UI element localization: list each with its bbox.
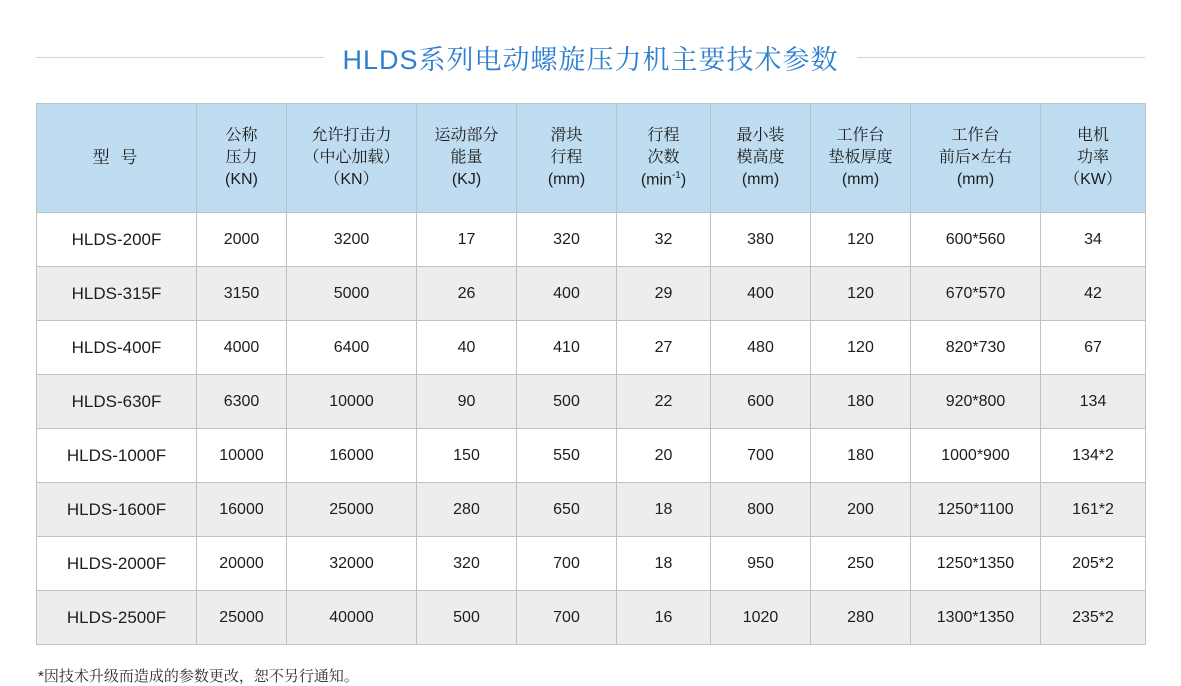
table-cell: 6400 <box>287 321 417 375</box>
header-line: 模高度 <box>736 148 785 166</box>
header-line: 运动部分 <box>434 126 499 144</box>
header-line: 滑块 <box>550 126 583 144</box>
column-header-table-size <box>911 104 1041 213</box>
table-cell: 120 <box>811 213 911 267</box>
header-line: (mm) <box>956 171 995 189</box>
table-cell: 480 <box>711 321 811 375</box>
table-cell: 16 <box>617 591 711 645</box>
header-line: $(\min^{-1})$ <box>640 169 687 189</box>
table-row <box>37 213 1146 267</box>
table-cell: 120 <box>811 321 911 375</box>
header-line: 能量 <box>450 148 483 166</box>
table-cell: 134 <box>1041 375 1146 429</box>
table-row <box>37 321 1146 375</box>
table-cell: 42 <box>1041 267 1146 321</box>
header-line: 垫板厚度 <box>828 148 893 166</box>
spec-table-wrap <box>36 103 1145 645</box>
table-cell: 1000*900 <box>911 429 1041 483</box>
header-line: 功率 <box>1076 148 1109 166</box>
table-row <box>37 591 1146 645</box>
table-cell: 34 <box>1041 213 1146 267</box>
table-cell: 18 <box>617 537 711 591</box>
table-cell: 2000 <box>197 213 287 267</box>
table-cell: 32000 <box>287 537 417 591</box>
column-header-slider-stroke <box>517 104 617 213</box>
table-cell: 920*800 <box>911 375 1041 429</box>
table-cell: 10000 <box>287 375 417 429</box>
table-cell: 29 <box>617 267 711 321</box>
header-line: (KN) <box>225 171 258 189</box>
table-cell: 820*730 <box>911 321 1041 375</box>
header-line: (mm) <box>841 171 880 189</box>
cell-model: HLDS-315F <box>37 267 197 321</box>
table-cell: 250 <box>811 537 911 591</box>
table-cell: 800 <box>711 483 811 537</box>
header-line: (mm) <box>741 171 780 189</box>
column-header-motor-power <box>1041 104 1146 213</box>
table-cell: 20 <box>617 429 711 483</box>
table-cell: 235*2 <box>1041 591 1146 645</box>
table-cell: 1250*1100 <box>911 483 1041 537</box>
table-cell: 180 <box>811 375 911 429</box>
table-cell: 1300*1350 <box>911 591 1041 645</box>
table-cell: 32 <box>617 213 711 267</box>
table-cell: 5000 <box>287 267 417 321</box>
page-title-row <box>0 0 1181 77</box>
table-cell: 600*560 <box>911 213 1041 267</box>
table-cell: 25000 <box>287 483 417 537</box>
table-cell: 180 <box>811 429 911 483</box>
cell-model: HLDS-400F <box>37 321 197 375</box>
table-cell: 380 <box>711 213 811 267</box>
table-cell: 400 <box>517 267 617 321</box>
spec-table <box>36 103 1146 645</box>
table-cell: 700 <box>517 591 617 645</box>
header-line: 行程 <box>550 148 583 166</box>
header-line: （KW） <box>1064 171 1122 189</box>
table-cell: 205*2 <box>1041 537 1146 591</box>
table-cell: 600 <box>711 375 811 429</box>
table-cell: 27 <box>617 321 711 375</box>
table-cell: 280 <box>417 483 517 537</box>
spec-table-body <box>37 213 1146 645</box>
footnote: *因技术升级而造成的参数更改，恕不另行通知。 <box>38 668 359 685</box>
table-cell: 134*2 <box>1041 429 1146 483</box>
table-cell: 3200 <box>287 213 417 267</box>
table-cell: 20000 <box>197 537 287 591</box>
header-line: 最小装 <box>736 126 785 144</box>
table-cell: 1250*1350 <box>911 537 1041 591</box>
header-line: 次数 <box>647 148 680 166</box>
cell-model: HLDS-1600F <box>37 483 197 537</box>
column-header-nominal-force <box>197 104 287 213</box>
table-cell: 500 <box>517 375 617 429</box>
table-row <box>37 267 1146 321</box>
table-row <box>37 483 1146 537</box>
table-cell: 6300 <box>197 375 287 429</box>
column-header-min-die-height <box>711 104 811 213</box>
header-line: 行程 <box>647 126 680 144</box>
header-line: 公称 <box>225 126 258 144</box>
header-line: (mm) <box>547 171 586 189</box>
table-cell: 26 <box>417 267 517 321</box>
cell-model: HLDS-630F <box>37 375 197 429</box>
header-line: 压力 <box>225 148 258 166</box>
table-cell: 40000 <box>287 591 417 645</box>
header-line: 工作台 <box>836 126 885 144</box>
table-cell: 320 <box>417 537 517 591</box>
title-rule-left <box>36 57 324 58</box>
cell-model: HLDS-200F <box>37 213 197 267</box>
table-cell: 22 <box>617 375 711 429</box>
table-row <box>37 537 1146 591</box>
table-cell: 700 <box>517 537 617 591</box>
page-title: HLDS系列电动螺旋压力机主要技术参数 <box>342 45 839 75</box>
column-header-bolster-thickness <box>811 104 911 213</box>
cell-model: HLDS-1000F <box>37 429 197 483</box>
table-row <box>37 429 1146 483</box>
header-line: 电机 <box>1076 126 1109 144</box>
table-cell: 10000 <box>197 429 287 483</box>
table-cell: 150 <box>417 429 517 483</box>
table-cell: 200 <box>811 483 911 537</box>
table-cell: 16000 <box>197 483 287 537</box>
header-line: 工作台 <box>951 126 1000 144</box>
table-cell: 3150 <box>197 267 287 321</box>
spec-table-head <box>37 104 1146 213</box>
column-header-allowed-impact-force <box>287 104 417 213</box>
table-cell: 17 <box>417 213 517 267</box>
column-header-stroke-frequency <box>617 104 711 213</box>
table-row <box>37 375 1146 429</box>
cell-model: HLDS-2000F <box>37 537 197 591</box>
table-cell: 40 <box>417 321 517 375</box>
table-cell: 4000 <box>197 321 287 375</box>
table-cell: 161*2 <box>1041 483 1146 537</box>
table-cell: 950 <box>711 537 811 591</box>
table-cell: 700 <box>711 429 811 483</box>
table-cell: 500 <box>417 591 517 645</box>
column-header-model <box>37 104 197 213</box>
table-cell: 16000 <box>287 429 417 483</box>
table-cell: 320 <box>517 213 617 267</box>
header-line: 前后×左右 <box>938 148 1013 166</box>
table-cell: 25000 <box>197 591 287 645</box>
header-row <box>37 104 1146 213</box>
table-cell: 410 <box>517 321 617 375</box>
table-cell: 18 <box>617 483 711 537</box>
header-line: 允许打击力 <box>311 126 392 144</box>
title-rule-right <box>857 57 1145 58</box>
table-cell: 400 <box>711 267 811 321</box>
header-line: (KJ) <box>451 171 482 189</box>
header-line: 型 号 <box>92 148 141 168</box>
table-cell: 670*570 <box>911 267 1041 321</box>
table-cell: 1020 <box>711 591 811 645</box>
table-cell: 650 <box>517 483 617 537</box>
header-line: （KN） <box>324 171 379 189</box>
table-cell: 90 <box>417 375 517 429</box>
cell-model: HLDS-2500F <box>37 591 197 645</box>
header-line: （中心加载） <box>303 148 400 166</box>
table-cell: 280 <box>811 591 911 645</box>
column-header-moving-part-energy <box>417 104 517 213</box>
table-cell: 67 <box>1041 321 1146 375</box>
table-cell: 120 <box>811 267 911 321</box>
table-cell: 550 <box>517 429 617 483</box>
